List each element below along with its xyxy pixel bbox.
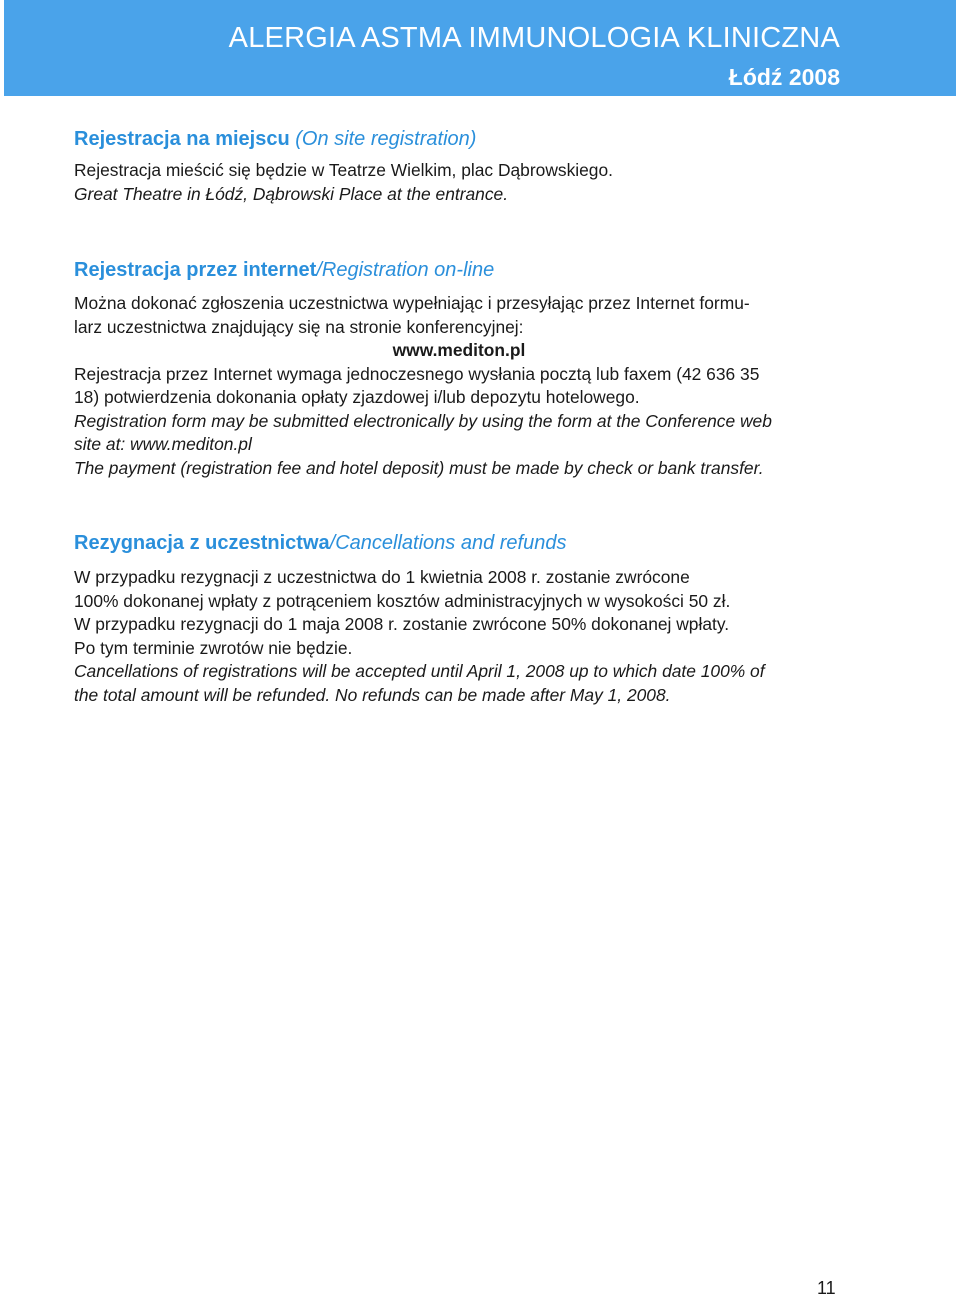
paragraph-line: 100% dokonanej wpłaty z potrąceniem kosztów administracyjnych w wysokości 50 zł. [74, 590, 731, 611]
section-title-pl: Rejestracja przez internet [74, 259, 317, 281]
conference-location-year: Łódź 2008 [728, 64, 840, 90]
paragraph-line: Rejestracja przez Internet wymaga jednoczesnego wysłania pocztą lub faxem (42 636 35 [74, 363, 760, 384]
section-title-en: (On site registration) [289, 128, 477, 150]
header-banner [4, 0, 956, 96]
page-number: 11 [817, 1278, 836, 1298]
section-online-registration [74, 257, 844, 480]
paragraph-line: W przypadku rezygnacji do 1 maja 2008 r. zostanie zwrócone 50% dokonanej wpłaty. [74, 614, 730, 634]
section-title-en: /Registration on-line [316, 259, 495, 281]
section-cancellations [74, 530, 844, 707]
paragraph-line: The payment (registration fee and hotel deposit) must be made by check or bank transfer. [74, 457, 764, 478]
section-title [74, 126, 844, 152]
website-url: www.mediton.pl [392, 340, 526, 360]
section-title-en: /Cancellations and refunds [329, 532, 567, 554]
paragraph-line: Great Theatre in Łódź, Dąbrowski Place at the entrance. [74, 183, 509, 204]
paragraph-line: Można dokonać zgłoszenia uczestnictwa wypełniając i przesyłając przez Internet formu- [74, 293, 750, 313]
section-onsite-registration [74, 126, 844, 206]
paragraph-line: Cancellations of registrations will be accepted until April 1, 2008 up to which date 100% of [74, 661, 765, 681]
paragraph-line: Registration form may be submitted electronically by using the form at the Conference web [74, 410, 772, 431]
paragraph-line: Po tym terminie zwrotów nie będzie. [74, 637, 353, 658]
journal-title: ALERGIA ASTMA IMMUNOLOGIA KLINICZNA [228, 22, 840, 54]
paragraph-line: site at: www.mediton.pl [74, 434, 252, 454]
paragraph-line: larz uczestnictwa znajdujący się na stronie konferencyjnej: [74, 316, 524, 337]
paragraph-line: W przypadku rezygnacji z uczestnictwa do 1 kwietnia 2008 r. zostanie zwrócone [74, 567, 690, 587]
section-title-pl: Rejestracja na miejscu [74, 128, 290, 150]
section-title [74, 257, 844, 283]
paragraph-line: 18) potwierdzenia dokonania opłaty zjazdowej i/lub depozytu hotelowego. [74, 387, 640, 407]
section-title [74, 530, 844, 556]
paragraph-line: Rejestracja mieścić się będzie w Teatrze Wielkim, plac Dąbrowskiego. [74, 160, 613, 180]
section-title-pl: Rezygnacja z uczestnictwa [74, 532, 330, 554]
paragraph-line: the total amount will be refunded. No refunds can be made after May 1, 2008. [74, 684, 671, 705]
